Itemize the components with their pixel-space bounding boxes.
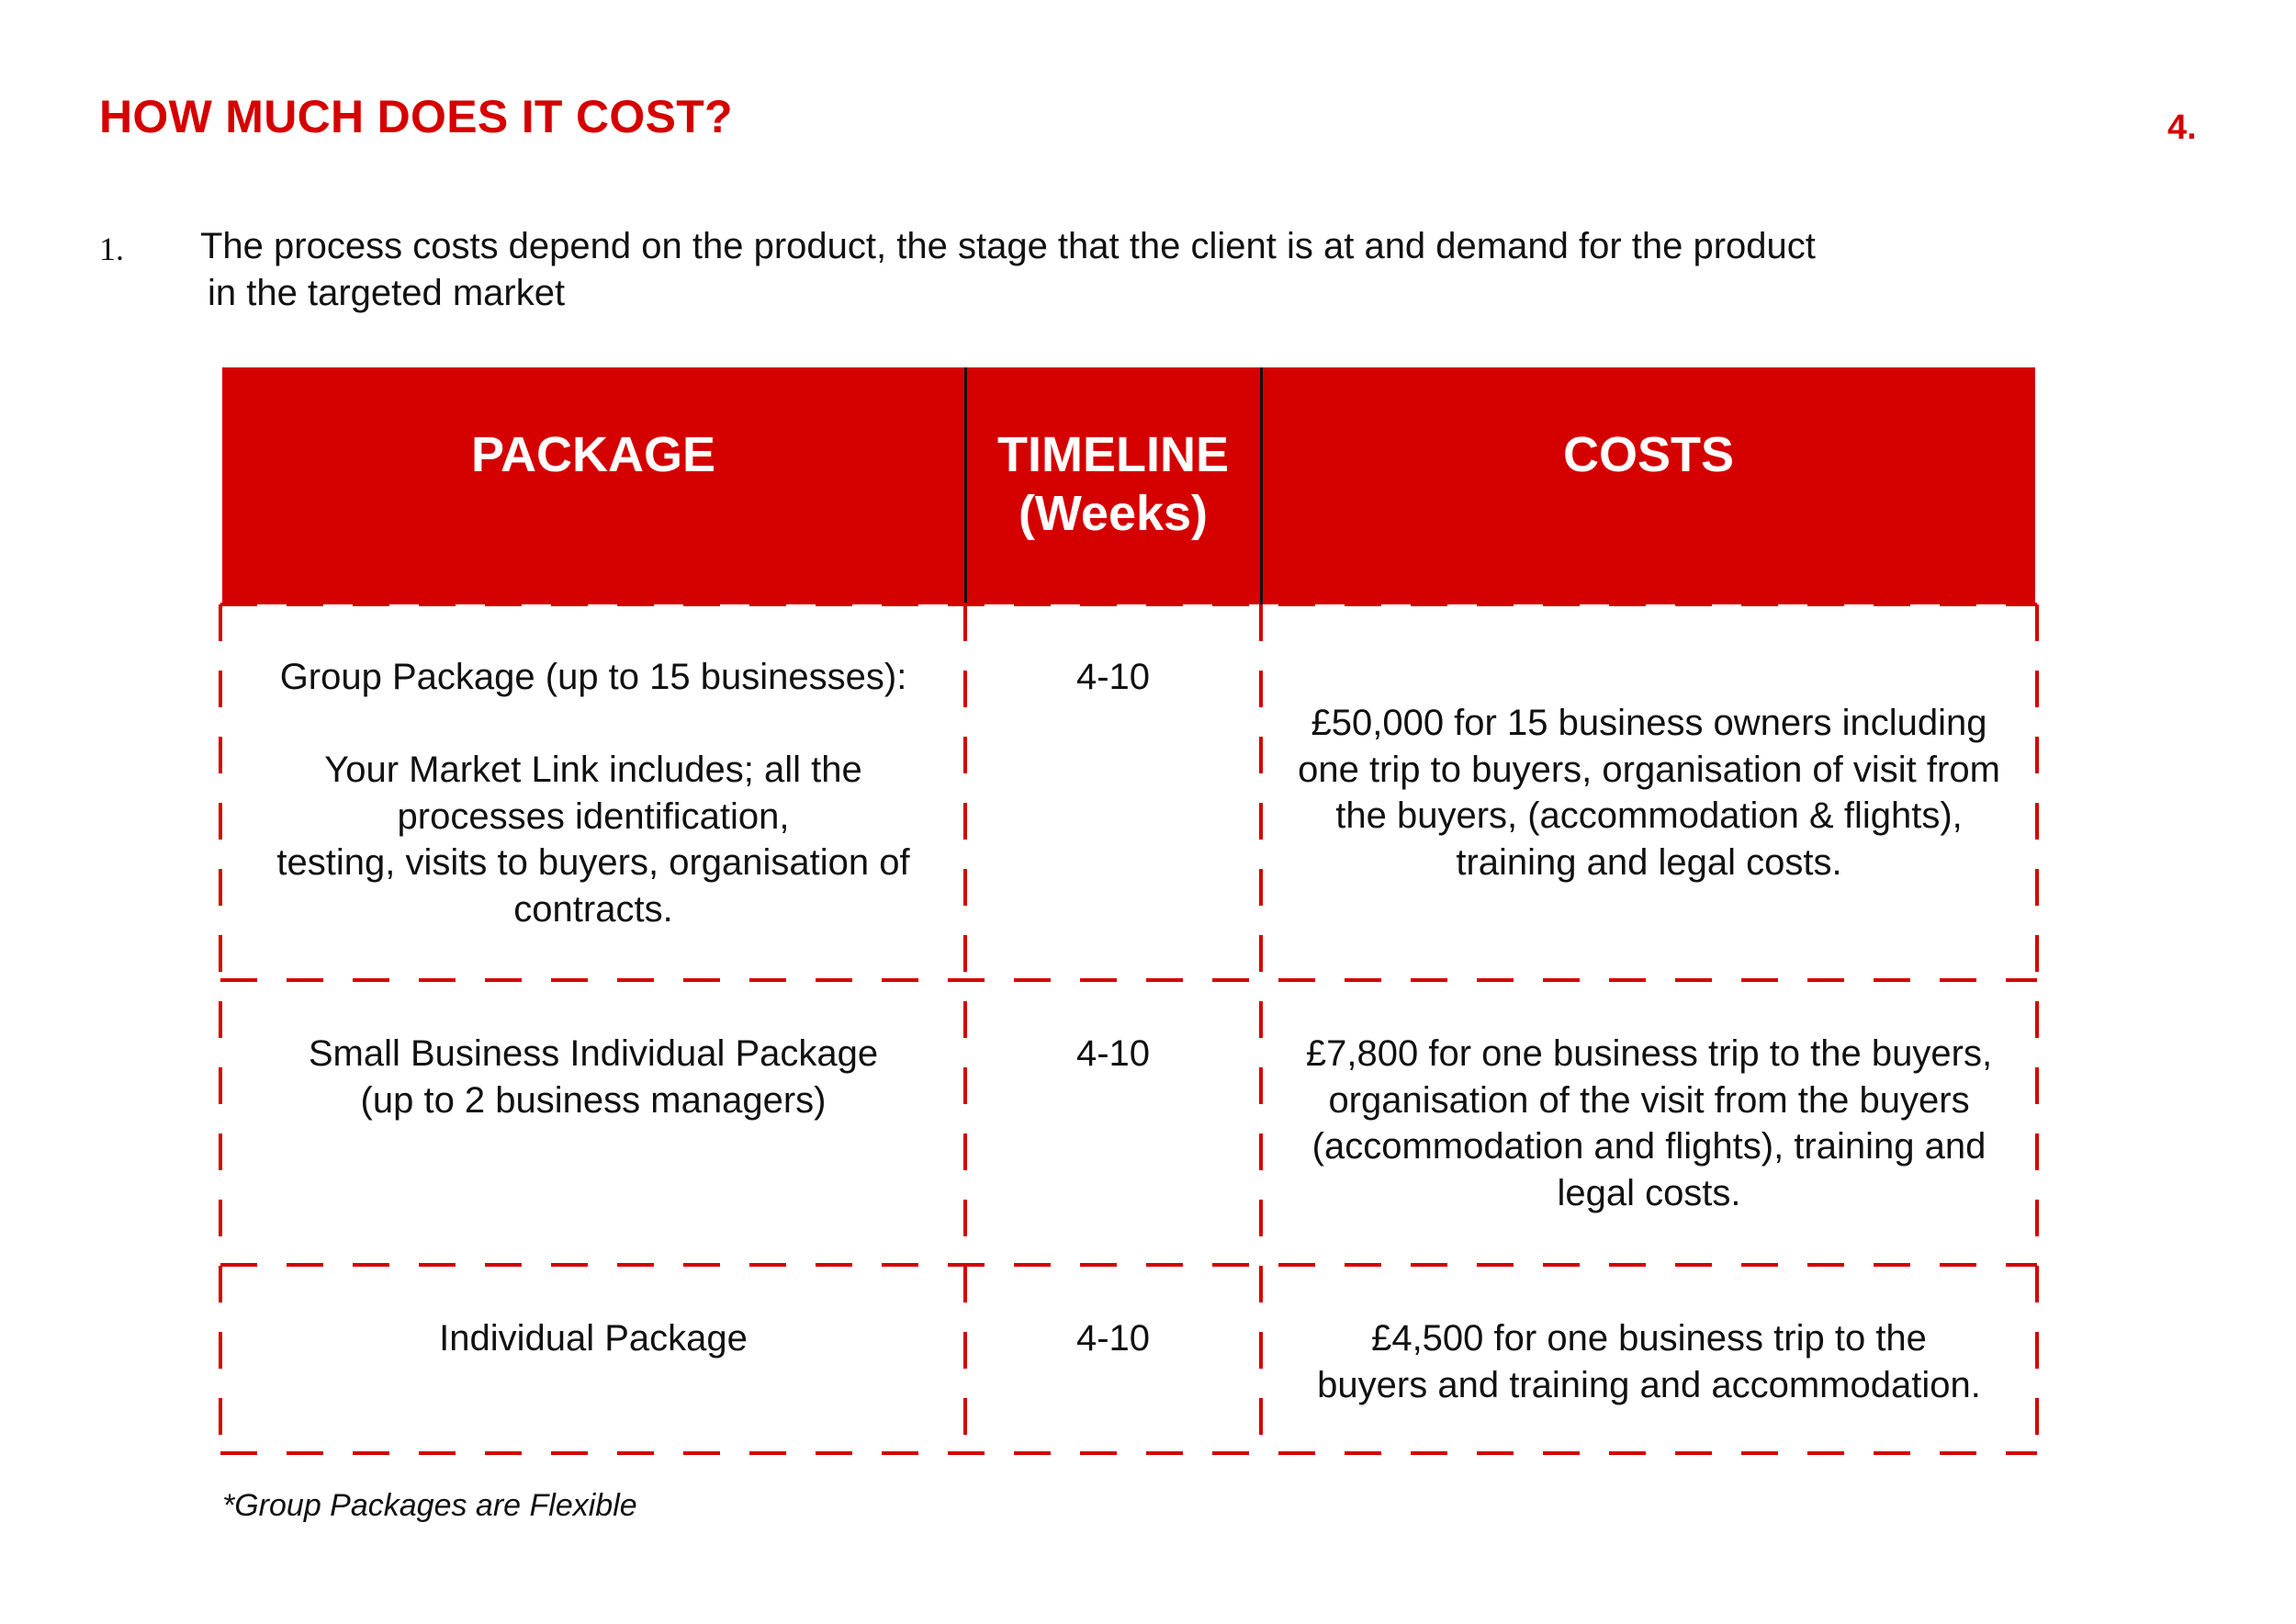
list-number: 1. [99, 231, 124, 267]
footnote: *Group Packages are Flexible [222, 1488, 637, 1523]
cell-line: £7,800 for one business trip to the buyers, [1305, 1033, 1993, 1074]
cell-line: one trip to buyers, organisation of visit from [1298, 749, 2000, 790]
table-cell-package [224, 654, 962, 932]
cell-line: buyers and training and accommodation. [1317, 1364, 1981, 1405]
table-cell-timeline: 4-10 [1075, 1033, 1151, 1074]
page-title: HOW MUCH DOES IT COST? [99, 91, 733, 142]
cell-line: training and legal costs. [1456, 841, 1842, 883]
page-number: 4. [2167, 108, 2197, 147]
table-cell-costs [1263, 700, 2035, 885]
cell-line [224, 701, 962, 748]
cell-line: organisation of the visit from the buyers [1328, 1079, 1970, 1121]
column-header-timeline [966, 425, 1260, 543]
table-cell-costs [1263, 1031, 2035, 1216]
cell-line: processes identification, [397, 795, 790, 837]
cell-line: (up to 2 business managers) [360, 1079, 827, 1121]
cell-line: contracts. [513, 888, 673, 930]
intro-text-line-2: in the targeted market [208, 273, 566, 313]
column-header-package: PACKAGE [470, 427, 716, 482]
cell-line: Individual Package [439, 1318, 748, 1359]
table-cell-package [224, 1315, 962, 1362]
cell-line: Group Package (up to 15 businesses): [279, 657, 907, 697]
header-divider [1260, 367, 1263, 604]
cell-line: Your Market Link includes; all the [324, 750, 862, 790]
column-header-costs: COSTS [1562, 427, 1735, 482]
table-cell-timeline: 4-10 [1075, 657, 1151, 697]
table-cell-package [224, 1031, 962, 1123]
intro-text-line-1: The process costs depend on the product, the stage that the client is at and demand for the product [200, 226, 1816, 266]
cell-line: legal costs. [1557, 1172, 1741, 1213]
cell-line: £4,500 for one business trip to the [1371, 1318, 1927, 1359]
cell-line: £50,000 for 15 business owners including [1311, 703, 1987, 743]
column-header-timeline-line-1: TIMELINE [997, 427, 1229, 482]
column-header-timeline-line-2: (Weeks) [1018, 486, 1209, 541]
cell-line: testing, visits to buyers, organisation of [276, 842, 910, 883]
table-cell-timeline: 4-10 [1075, 1318, 1151, 1359]
cell-line: the buyers, (accommodation & flights), [1335, 795, 1963, 836]
cell-line: Small Business Individual Package [308, 1033, 879, 1074]
cell-line: (accommodation and flights), training and [1311, 1126, 1986, 1167]
table-cell-costs [1263, 1315, 2035, 1408]
